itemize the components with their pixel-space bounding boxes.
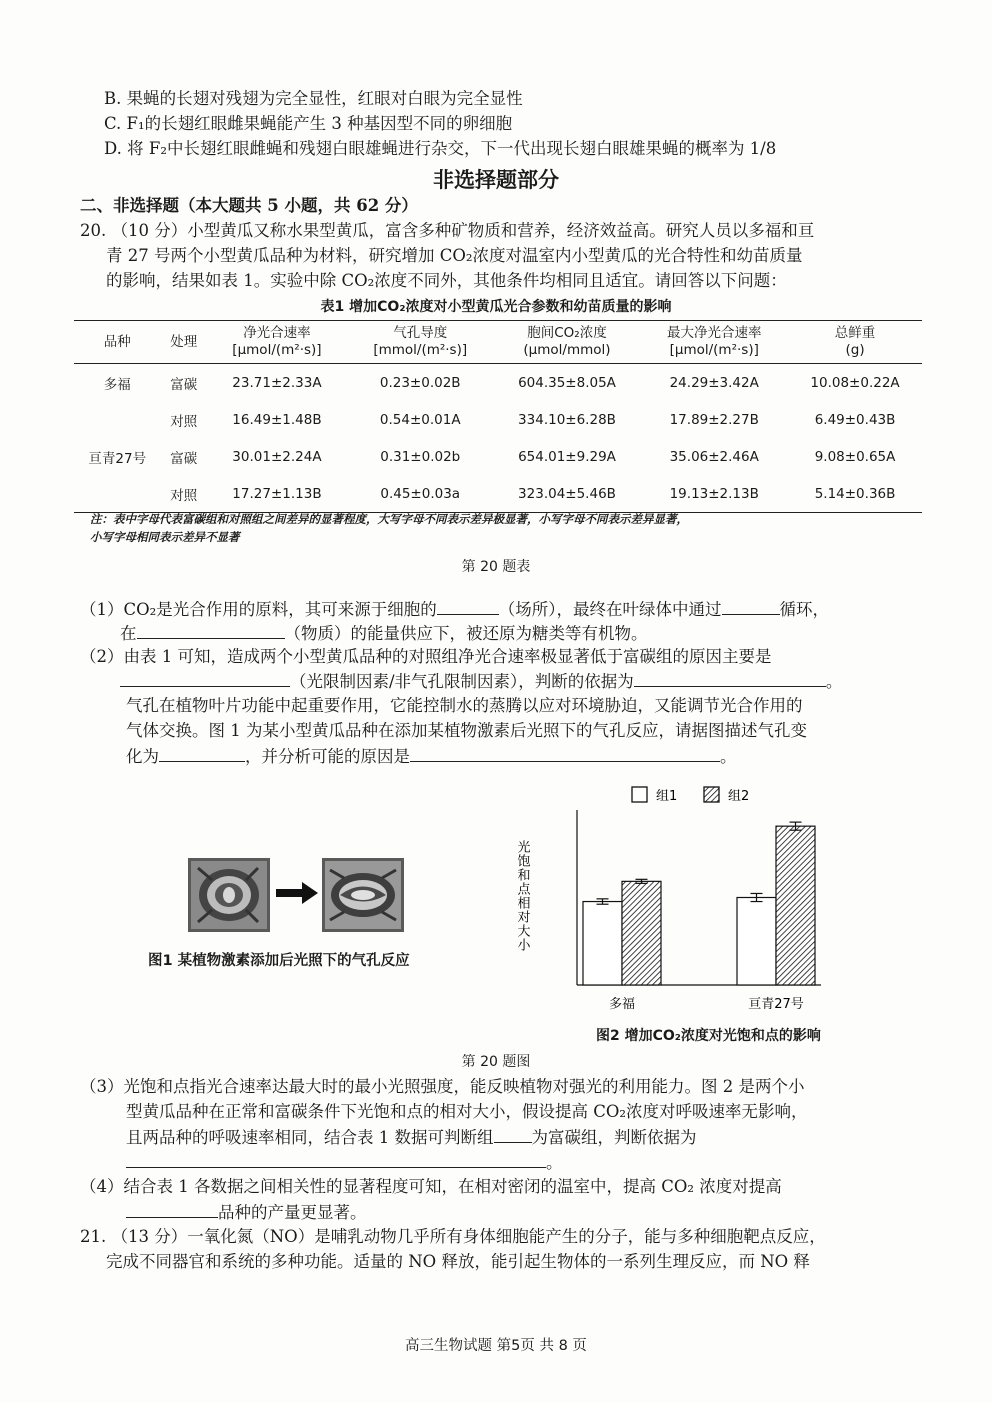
section-title: 非选择题部分 <box>433 168 559 192</box>
table-header-cell <box>494 321 641 364</box>
header-unit: [μmol/(m²·s)] <box>669 342 759 358</box>
header-unit: (g) <box>845 342 865 358</box>
table-cell: 334.10±6.28B <box>518 411 616 428</box>
table-cell: 10.08±0.22A <box>810 374 900 391</box>
table-row <box>74 475 922 513</box>
table-cell: 亘青27号 <box>88 450 147 467</box>
stomata-closed-image <box>188 858 270 932</box>
header-name: 最大净光合速率 <box>666 325 762 341</box>
table-caption: 第 20 题表 <box>461 559 531 575</box>
q20-part1-line2 <box>120 622 648 645</box>
figure-caption: 第 20 题图 <box>461 1054 531 1070</box>
answer-blank[interactable] <box>437 598 499 615</box>
table-cell: 9.08±0.65A <box>814 448 896 465</box>
table-cell <box>74 401 161 438</box>
option-d: D. 将 F₂中长翅红眼雌蝇和残翅白眼雄蝇进行杂交，下一代出现长翅白眼雄果蝇的概率为 1/8 <box>104 139 777 158</box>
answer-blank[interactable] <box>126 1151 546 1168</box>
header-name: 气孔导度 <box>393 325 448 341</box>
table-cell: 654.01±9.29A <box>518 448 616 465</box>
legend-label: 组2 <box>728 789 750 804</box>
table-cell: 0.31±0.02b <box>380 448 461 465</box>
table-header-cell <box>640 321 788 364</box>
table-cell: 24.29±3.42A <box>669 374 759 391</box>
table-note-line: 小写字母相同表示差异不显著 <box>90 530 240 544</box>
q20-part2-line3: 气孔在植物叶片功能中起重要作用，它能控制水的蒸腾以应对环境胁迫，又能调节光合作用的 <box>126 696 803 715</box>
text: 。 <box>825 672 843 691</box>
table-cell: 多福 <box>103 376 131 393</box>
table-cell: 35.06±2.46A <box>669 448 759 465</box>
table-row <box>74 438 922 475</box>
header-name: 净光合速率 <box>243 325 311 341</box>
q20-part3-line2: 型黄瓜品种在正常和富碳条件下光饱和点的相对大小，假设提高 CO₂浓度对呼吸速率无影响， <box>126 1102 808 1121</box>
answer-blank[interactable] <box>120 670 290 687</box>
y-axis-label: 光饱和点相对大小 <box>514 840 530 952</box>
table-cell: 0.23±0.02B <box>379 374 461 391</box>
table-cell <box>74 475 161 513</box>
q20-part2-line2 <box>120 670 842 693</box>
category-label: 多福 <box>608 997 636 1012</box>
legend-label: 组1 <box>656 789 678 804</box>
section-heading: 二、非选择题（本大题共 5 小题，共 62 分） <box>80 196 418 215</box>
table-cell: 5.14±0.36B <box>788 475 922 513</box>
q21-line2: 完成不同器官和系统的多种功能。适量的 NO 释放，能引起生物体的一系列生理反应，而 NO 释 <box>106 1252 810 1271</box>
q20-intro-3: 的影响，结果如表 1。实验中除 CO₂浓度不同外，其他条件均相同且适宜。请回答以下问题： <box>106 271 787 290</box>
table-cell: 0.45±0.03a <box>347 475 494 513</box>
text: （1）CO₂是光合作用的原料，其可来源于细胞的 <box>80 600 437 619</box>
option-b: B. 果蝇的长翅对残翅为完全显性，红眼对白眼为完全显性 <box>104 89 523 108</box>
text: 。 <box>546 1153 563 1172</box>
photosynthesis-table <box>74 320 922 513</box>
table-note <box>90 510 688 546</box>
table-note-line: 注：表中字母代表富碳组和对照组之间差异的显著程度，大写字母不同表示差异极显著，小写字母不同表示差异显著， <box>90 512 688 526</box>
table-cell: 富碳 <box>170 376 198 393</box>
header-unit: (μmol/mmol) <box>523 342 611 358</box>
text: 化为 <box>126 747 159 766</box>
table-cell: 6.49±0.43B <box>814 411 896 428</box>
table-cell: 604.35±8.05A <box>518 374 616 391</box>
text: ，并分析可能的原因是 <box>245 747 410 766</box>
table-header-cell <box>207 321 347 364</box>
table-header-cell <box>347 321 494 364</box>
answer-blank[interactable] <box>126 1201 218 1218</box>
chart-title: 图2 增加CO₂浓度对光饱和点的影响 <box>596 1028 821 1044</box>
text: 在 <box>120 624 137 643</box>
table-cell: 对照 <box>170 413 198 430</box>
bar <box>776 826 815 985</box>
q20-part4-line2 <box>126 1201 367 1224</box>
answer-blank[interactable] <box>634 670 826 687</box>
text: （光限制因素/非气孔限制因素），判断的依据为 <box>290 672 634 691</box>
legend-swatch <box>704 787 719 802</box>
bar <box>583 902 622 985</box>
text: 品种的产量更显著。 <box>218 1203 367 1222</box>
category-label: 亘青27号 <box>748 997 804 1012</box>
q20-part2-line4: 气体交换。图 1 为某小型黄瓜品种在添加某植物激素后光照下的气孔反应，请据图描述气孔变 <box>126 721 807 740</box>
text: 循环， <box>779 600 830 619</box>
stomata-open-image <box>322 858 404 932</box>
q20-part3-line4 <box>126 1151 563 1174</box>
table-cell: 对照 <box>161 475 207 513</box>
table-cell: 19.13±2.13B <box>640 475 788 513</box>
table-row <box>74 364 922 402</box>
q20-intro-2: 青 27 号两个小型黄瓜品种为材料，研究增加 CO₂浓度对温室内小型黄瓜的光合特性和幼苗质量 <box>106 246 803 265</box>
table-cell: 17.89±2.27B <box>669 411 759 428</box>
table-cell: 16.49±1.48B <box>232 411 322 428</box>
text: （场所），最终在叶绿体中通过 <box>498 600 722 619</box>
q20-part2-line5 <box>126 745 737 768</box>
table-title: 表1 增加CO₂浓度对小型黄瓜光合参数和幼苗质量的影响 <box>320 299 672 315</box>
text: （物质）的能量供应下，被还原为糖类等有机物。 <box>284 624 648 643</box>
q20-part2-line1: （2）由表 1 可知，造成两个小型黄瓜品种的对照组净光合速率极显著低于富碳组的原因主要是 <box>80 647 772 666</box>
table-row <box>74 401 922 438</box>
arrow-right-icon <box>276 882 318 908</box>
q21-line1: 21. （13 分）一氧化氮（NO）是哺乳动物几乎所有身体细胞能产生的分子，能与多种细胞靶点反应， <box>80 1227 826 1246</box>
bar <box>622 881 661 985</box>
table-header-cell <box>161 321 207 364</box>
q20-part3-line1: （3）光饱和点指光合速率达最大时的最小光照强度，能反映植物对强光的利用能力。图 2 是两个小 <box>80 1077 805 1096</box>
table-cell: 23.71±2.33A <box>232 374 322 391</box>
table-cell: 0.54±0.01A <box>379 411 461 428</box>
page-footer: 高三生物试题 第5页 共 8 页 <box>405 1338 587 1354</box>
table-cell: 17.27±1.13B <box>207 475 347 513</box>
text: 且两品种的呼吸速率相同，结合表 1 数据可判断组 <box>126 1128 494 1147</box>
answer-blank[interactable] <box>494 1126 532 1143</box>
text: 为富碳组，判断依据为 <box>531 1128 697 1147</box>
q20-part4-line1: （4）结合表 1 各数据之间相关性的显著程度可知，在相对密闭的温室中，提高 CO₂ 浓度对提高 <box>80 1177 782 1196</box>
answer-blank[interactable] <box>137 622 285 639</box>
light-saturation-chart <box>506 780 866 1050</box>
bar <box>737 898 776 986</box>
q20-part1-line1 <box>80 598 829 621</box>
table-header-cell <box>74 321 161 364</box>
answer-blank[interactable] <box>410 745 720 762</box>
answer-blank[interactable] <box>722 598 780 615</box>
table-cell: 323.04±5.46B <box>494 475 641 513</box>
figure1-caption: 图1 某植物激素添加后光照下的气孔反应 <box>148 953 410 969</box>
table-cell: 30.01±2.24A <box>232 448 322 465</box>
q20-part3-line3 <box>126 1126 697 1149</box>
header-unit: [μmol/(m²·s)] <box>232 342 322 358</box>
legend-swatch <box>632 787 647 802</box>
header-name: 总鲜重 <box>834 325 876 341</box>
header-name: 胞间CO₂浓度 <box>527 325 607 341</box>
header-name: 处理 <box>170 333 198 350</box>
q20-intro-1: 20. （10 分）小型黄瓜又称水果型黄瓜，富含多种矿物质和营养，经济效益高。研究人员以多福和亘 <box>80 221 815 240</box>
header-name: 品种 <box>103 333 131 350</box>
text: 。 <box>720 747 737 766</box>
table-cell: 富碳 <box>170 450 198 467</box>
table-header-cell <box>788 321 922 364</box>
option-c: C. F₁的长翅红眼雌果蝇能产生 3 种基因型不同的卵细胞 <box>104 114 513 133</box>
answer-blank[interactable] <box>159 745 245 762</box>
header-unit: [mmol/(m²·s)] <box>373 342 468 358</box>
